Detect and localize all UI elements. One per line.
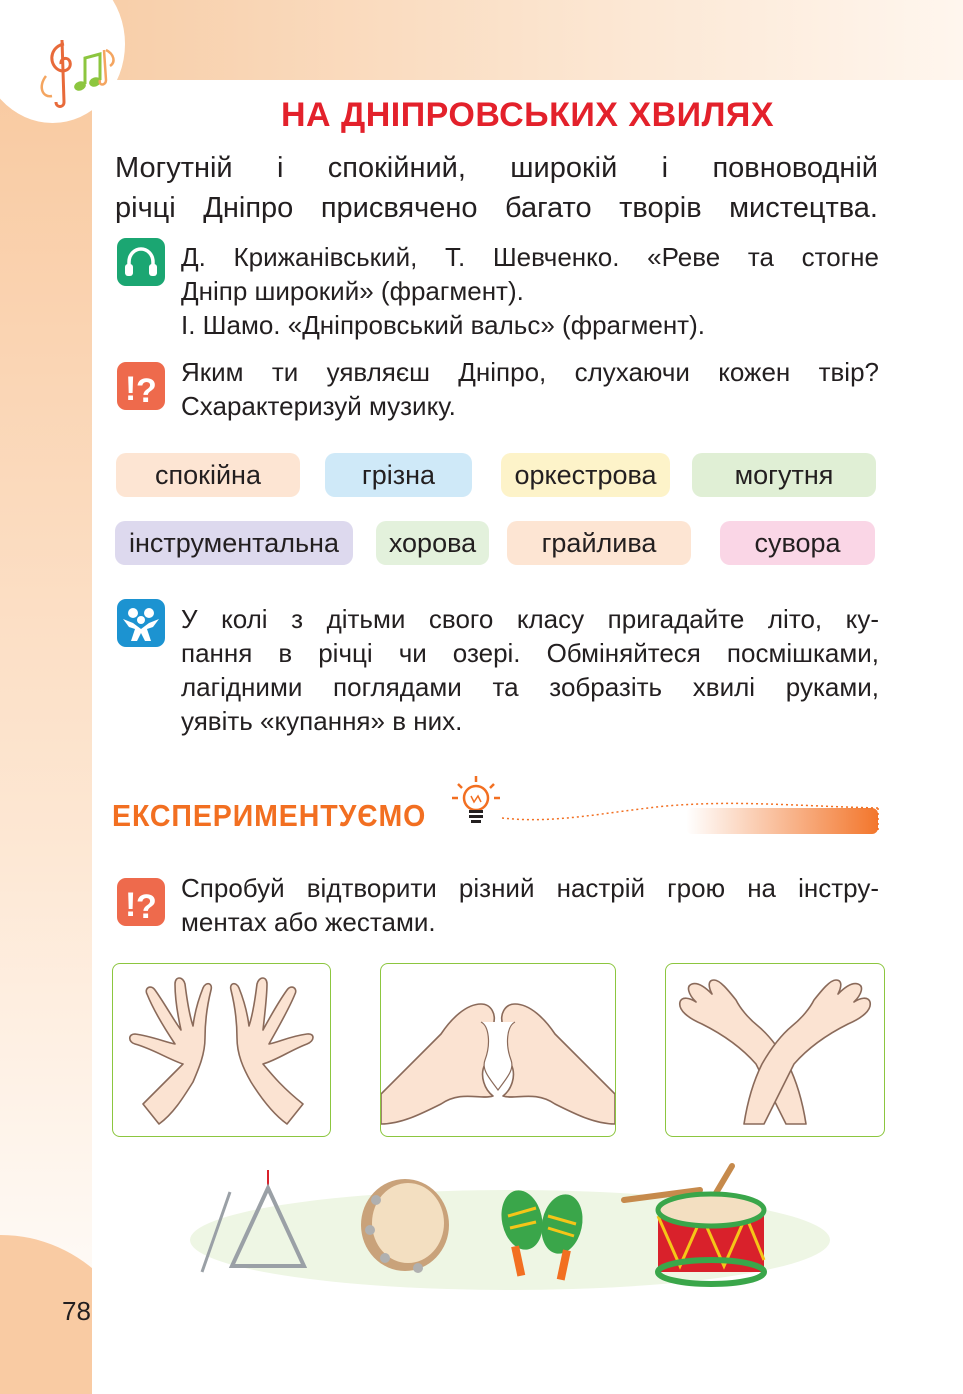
top-decor-band (0, 0, 963, 80)
question-line: Яким ти уявляєш Дніпро, слухаючи кожен твір? (181, 357, 879, 387)
headphones-icon (117, 238, 165, 286)
mood-chip[interactable]: сувора (720, 521, 875, 565)
lightbulb-icon (436, 766, 881, 838)
svg-text:?: ? (136, 888, 157, 926)
svg-text:!: ! (125, 370, 137, 408)
listen-line: Дніпр широкий» (фрагмент). (181, 276, 524, 306)
activity-line: У колі з дітьми свого класу пригадайте літо, ку- (181, 604, 879, 634)
bird-hands-gesture (665, 963, 885, 1137)
children-group-icon (117, 599, 165, 647)
intro-line: річці Дніпро присвячено багато творів мистецтва. (115, 192, 878, 224)
mood-chip[interactable]: оркестрова (501, 453, 670, 497)
activity-line: лагідними поглядами та зобразіть хвилі руками, (181, 672, 879, 702)
page-title: НА ДНІПРОВСЬКИХ ХВИЛЯХ (280, 96, 775, 134)
mood-chip[interactable]: спокійна (116, 453, 300, 497)
listen-block (181, 240, 879, 342)
page-number: 78 (62, 1296, 91, 1326)
group-activity-block (181, 602, 879, 738)
question-icon (117, 362, 165, 410)
mood-chip[interactable]: могутня (692, 453, 876, 497)
question-block (181, 871, 879, 939)
question-line: Схарактеризуй музику. (181, 391, 456, 421)
intro-line: Могутній і спокійний, широкій і повноводній (115, 152, 878, 184)
question-icon (117, 878, 165, 926)
mood-chip[interactable]: інструментальна (115, 521, 353, 565)
open-hands-gesture (112, 963, 331, 1137)
activity-line: пання в річці чи озері. Обміняйтеся посмішками, (181, 638, 879, 668)
listen-line: Д. Крижанівський, Т. Шевченко. «Реве та стогне (181, 242, 879, 272)
svg-text:!: ! (125, 886, 137, 924)
mood-chip[interactable]: хорова (376, 521, 489, 565)
mood-chip[interactable]: грайлива (507, 521, 691, 565)
listen-line: І. Шамо. «Дніпровський вальс» (фрагмент). (181, 310, 705, 340)
heart-hands-gesture (380, 963, 616, 1137)
svg-text:?: ? (136, 372, 157, 410)
question-line: ментах або жестами. (181, 907, 436, 937)
left-decor-band (0, 0, 92, 1394)
question-line: Спробуй відтворити різний настрій грою на інстру- (181, 873, 879, 903)
mood-chip[interactable]: грізна (325, 453, 472, 497)
activity-line: уявіть «купання» в них. (181, 706, 463, 736)
question-block (181, 355, 879, 423)
intro-paragraph (115, 148, 878, 228)
instruments-illustration (180, 1160, 830, 1290)
experiment-heading: ЕКСПЕРИМЕНТУЄМО (112, 798, 427, 833)
